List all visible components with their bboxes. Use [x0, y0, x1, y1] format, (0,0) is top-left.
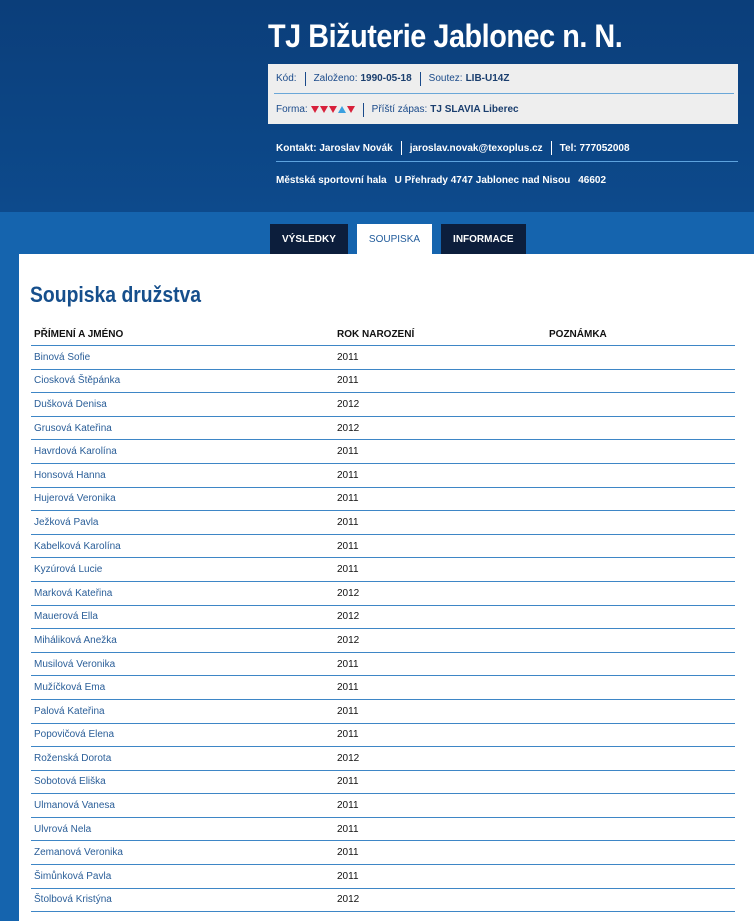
birth-year: 2012 — [337, 611, 360, 623]
tab-informace[interactable]: INFORMACE — [441, 224, 526, 254]
table-header — [31, 324, 735, 346]
player-name[interactable]: Kabelková Karolína — [34, 540, 121, 552]
tab-vysledky[interactable]: VÝSLEDKY — [270, 224, 348, 254]
table-body — [31, 346, 735, 912]
table-row — [31, 629, 735, 653]
player-name[interactable]: Grusová Kateřina — [34, 422, 112, 434]
table-row — [31, 417, 735, 441]
zalozeno-label: Založeno: — [313, 73, 358, 84]
table-row — [31, 841, 735, 865]
table-row — [31, 535, 735, 559]
birth-year: 2011 — [337, 682, 359, 694]
table-row — [31, 346, 735, 370]
birth-year: 2011 — [337, 516, 359, 528]
separator — [401, 141, 402, 155]
column-header-name: PŘÍMENÍ A JMÉNO — [34, 329, 124, 340]
kod-label: Kód: — [276, 73, 297, 84]
table-row — [31, 582, 735, 606]
table-row — [31, 865, 735, 889]
player-name[interactable]: Marková Kateřina — [34, 587, 113, 599]
table-row — [31, 889, 735, 913]
table-row — [31, 606, 735, 630]
birth-year: 2011 — [337, 729, 359, 741]
birth-year: 2012 — [337, 587, 360, 599]
table-row — [31, 771, 735, 795]
triangle-down-red-icon — [320, 106, 328, 113]
psc-text: 46602 — [578, 174, 607, 186]
table-row — [31, 794, 735, 818]
birth-year: 2011 — [337, 658, 359, 670]
player-name[interactable]: Ulmanová Vanesa — [34, 800, 115, 812]
birth-year: 2011 — [337, 823, 359, 835]
table-row — [31, 488, 735, 512]
table-row — [31, 676, 735, 700]
main-content — [19, 254, 754, 921]
birth-year: 2011 — [337, 469, 359, 481]
team-title: TJ Bižuterie Jablonec n. N. — [268, 18, 623, 54]
tel-text: Tel: 777052008 — [559, 142, 630, 154]
birth-year: 2011 — [337, 800, 359, 812]
table-row — [31, 653, 735, 677]
birth-year: 2011 — [337, 870, 359, 882]
pristi-value[interactable]: TJ SLAVIA Liberec — [430, 104, 519, 115]
column-header-note: POZNÁMKA — [549, 329, 607, 340]
roster-table — [31, 324, 735, 912]
soutez-label: Soutez: — [428, 73, 463, 84]
player-name[interactable]: Mužíčková Ema — [34, 682, 106, 694]
address-row — [276, 170, 742, 190]
adresa-text: U Přehrady 4747 Jablonec nad Nisou — [394, 174, 571, 186]
separator — [551, 141, 552, 155]
birth-year: 2011 — [337, 493, 359, 505]
triangle-down-red-icon — [311, 106, 319, 113]
birth-year: 2011 — [337, 564, 359, 576]
birth-year: 2011 — [337, 776, 359, 788]
birth-year: 2011 — [337, 847, 359, 859]
column-header-year: ROK NAROZENÍ — [337, 329, 415, 340]
team-info-box — [268, 64, 738, 124]
birth-year: 2012 — [337, 398, 360, 410]
player-name[interactable]: Binová Sofie — [34, 351, 91, 363]
player-name[interactable]: Zemanová Veronika — [34, 847, 123, 859]
table-row — [31, 393, 735, 417]
birth-year: 2012 — [337, 634, 360, 646]
player-name[interactable]: Popovičová Elena — [34, 729, 115, 741]
birth-year: 2011 — [337, 375, 359, 387]
contact-divider — [276, 161, 738, 162]
player-name[interactable]: Dušková Denisa — [34, 398, 107, 410]
birth-year: 2012 — [337, 422, 360, 434]
info-row-1 — [276, 64, 509, 93]
form-icons — [311, 106, 355, 113]
table-row — [31, 700, 735, 724]
page-title: Soupiska družstva — [30, 282, 202, 307]
pristi-label: Příští zápas: — [371, 104, 428, 115]
player-name[interactable]: Ciosková Štěpánka — [34, 375, 121, 387]
birth-year: 2011 — [337, 705, 359, 717]
player-name[interactable]: Ulvrová Nela — [34, 823, 92, 835]
tab-bar — [270, 224, 526, 255]
player-name[interactable]: Hujerová Veronika — [34, 493, 116, 505]
birth-year: 2012 — [337, 894, 360, 906]
triangle-up-blue-icon — [338, 106, 346, 113]
hala-text: Městská sportovní hala — [276, 174, 387, 186]
separator — [363, 103, 364, 117]
info-row-2 — [276, 95, 519, 124]
kontakt-text: Kontakt: Jaroslav Novák — [276, 142, 393, 154]
tab-soupiska[interactable]: SOUPISKA — [357, 224, 432, 255]
table-row — [31, 818, 735, 842]
player-name[interactable]: Ježková Pavla — [34, 516, 99, 528]
table-row — [31, 511, 735, 535]
soutez-value[interactable]: LIB-U14Z — [465, 73, 510, 84]
contact-row — [276, 138, 742, 158]
table-row — [31, 440, 735, 464]
player-name[interactable]: Musilová Veronika — [34, 658, 116, 670]
birth-year: 2011 — [337, 351, 359, 363]
info-divider — [274, 93, 734, 94]
email-link[interactable]: jaroslav.novak@texoplus.cz — [409, 142, 543, 154]
player-name[interactable]: Sobotová Eliška — [34, 776, 106, 788]
player-name[interactable]: Palová Kateřina — [34, 705, 105, 717]
table-row — [31, 747, 735, 771]
player-name[interactable]: Šimůnková Pavla — [34, 870, 112, 882]
player-name[interactable]: Štolbová Kristýna — [34, 894, 112, 906]
table-row — [31, 370, 735, 394]
player-name[interactable]: Mauerová Ella — [34, 611, 98, 623]
player-name[interactable]: Honsová Hanna — [34, 469, 106, 481]
separator — [305, 72, 306, 86]
player-name[interactable]: Kyzúrová Lucie — [34, 564, 103, 576]
birth-year: 2012 — [337, 752, 360, 764]
birth-year: 2011 — [337, 540, 359, 552]
triangle-down-red-icon — [329, 106, 337, 113]
table-row — [31, 464, 735, 488]
triangle-down-red-icon — [347, 106, 355, 113]
table-row — [31, 558, 735, 582]
player-name[interactable]: Roženská Dorota — [34, 752, 112, 764]
zalozeno-value: 1990-05-18 — [360, 73, 412, 84]
table-row — [31, 724, 735, 748]
birth-year: 2011 — [337, 446, 359, 458]
separator — [420, 72, 421, 86]
forma-label: Forma: — [276, 104, 308, 115]
player-name[interactable]: Havrdová Karolína — [34, 446, 117, 458]
player-name[interactable]: Miháliková Anežka — [34, 634, 117, 646]
